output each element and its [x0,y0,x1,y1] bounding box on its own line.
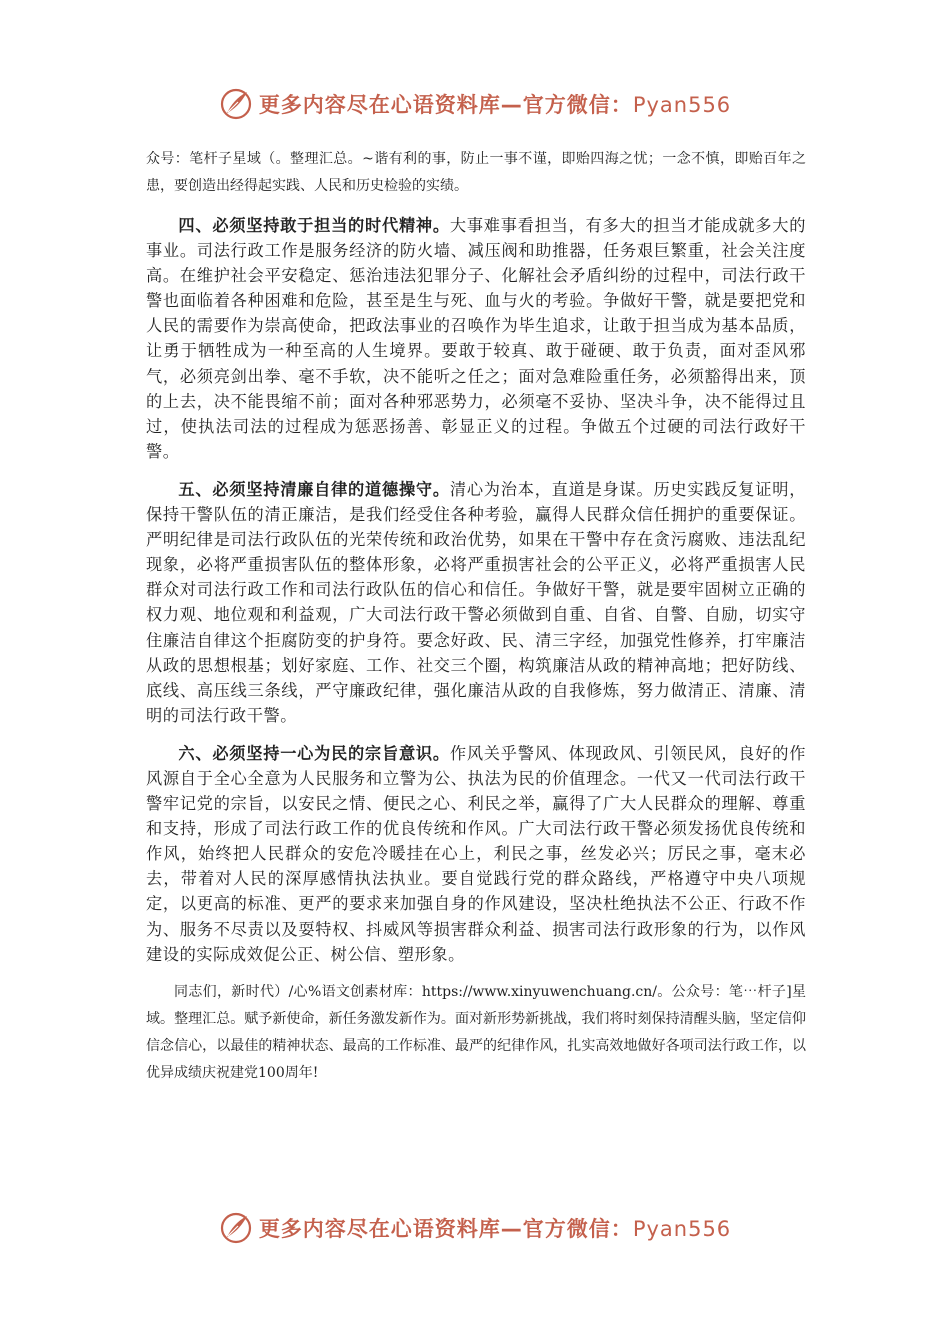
footer-banner [0,1208,950,1248]
document-body [146,146,806,1087]
closing-paragraph: 同志们，新时代）/心%语文创素材库：https://www.xinyuwenchuang.cn/。公众号：笔⋯杆子]星域。整理汇总。赋予新使命，新任务激发新作为。面对新形势新挑战，我们将时刻保持清醒头脑，坚定信仰信念信心，以最佳的精神状态、最高的工作标准、最严的纪律作风，扎实高效地做好各项司法行政工作，以优异成绩庆祝建党100周年! [146,983,806,1081]
wechat-id: Pyan556 [632,1217,732,1241]
header-banner [0,84,950,124]
section-4 [146,213,806,464]
section-5 [146,477,806,728]
quill-pen-logo-icon [219,1211,253,1245]
quill-pen-logo-icon [219,87,253,121]
section-5-heading: 五、必须坚持清廉自律的道德操守。 [178,479,450,499]
section-6-heading: 六、必须坚持一心为民的宗旨意识。 [178,743,450,763]
section-4-body: 大事难事看担当，有多大的担当才能成就多大的事业。司法行政工作是服务经济的防火墙、减压阀和助推器，任务艰巨繁重，社会关注度高。在维护社会平安稳定、惩治违法犯罪分子、化解社会矛盾纠纷的过程中，司法行政干警也面临着各种困难和危险，甚至是生与死、血与火的考验。争做好干警，就是要把党和人民的需要作为崇高使命，把政法事业的召唤作为毕生追求，让敢于担当成为基本品质，让勇于牺牲成为一种至高的人生境界。要敢于较真、敢于碰硬、敢于负责，面对歪风邪气，必须亮剑出拳、毫不手软，决不能听之任之；面对急难险重任务，必须豁得出来，顶的上去，决不能畏缩不前；面对各种邪恶势力，必须毫不妥协、坚决斗争，决不能得过且过，使执法司法的过程成为惩恶扬善、彰显正义的过程。争做五个过硬的司法行政好干警。 [146,216,806,461]
intro-paragraph: 众号：笔杆子星域（。整理汇总。~谐有利的事，防止一事不谨，即贻四海之忧；一念不慎，即贻百年之患，要创造出经得起实践、人民和历史检验的实绩。 [146,151,806,194]
section-6-body: 作风关乎警风、体现政风、引领民风，良好的作风源自于全心全意为人民服务和立警为公、执法为民的价值理念。一代又一代司法行政干警牢记党的宗旨，以安民之情、便民之心、利民之举，赢得了广大人民群众的理解、尊重和支持，形成了司法行政工作的优良传统和作风。广大司法行政干警必须发扬优良传统和作风，始终把人民群众的安危冷暖挂在心上，利民之事，丝发必兴；厉民之事，毫末必去，带着对人民的深厚感情执法执业。要自觉践行党的群众路线，严格遵守中央八项规定，以更高的标准、更严的要求来加强自身的作风建设，坚决杜绝执法不公正、行政不作为、服务不尽责以及耍特权、抖威风等损害群众利益、损害司法行政形象的行为，以作风建设的实际成效促公正、树公信、塑形象。 [146,743,806,964]
wechat-id: Pyan556 [632,93,732,117]
banner-text: 更多内容尽在心语资料库—官方微信：Pyan556 [258,1217,732,1241]
section-6 [146,741,806,967]
banner-text: 更多内容尽在心语资料库—官方微信：Pyan556 [258,93,732,117]
section-4-heading: 四、必须坚持敢于担当的时代精神。 [178,216,450,235]
section-5-body: 清心为治本，直道是身谋。历史实践反复证明，保持干警队伍的清正廉洁，是我们经受住各种考验，赢得人民群众信任拥护的重要保证。严明纪律是司法行政队伍的光荣传统和政治优势，如果在干警中存在贪污腐败、违法乱纪现象，必将严重损害队伍的整体形象，必将严重损害社会的公平正义，必将严重损害人民群众对司法行政工作和司法行政队伍的信心和信任。争做好干警，就是要牢固树立正确的权力观、地位观和利益观，广大司法行政干警必须做到自重、自省、自警、自励，切实守住廉洁自律这个拒腐防变的护身符。要念好政、民、清三字经，加强党性修养，打牢廉洁从政的思想根基；划好家庭、工作、社交三个圈，构筑廉洁从政的精神高地；把好防线、底线、高压线三条线，严守廉政纪律，强化廉洁从政的自我修炼，努力做清正、清廉、清明的司法行政干警。 [146,479,806,725]
